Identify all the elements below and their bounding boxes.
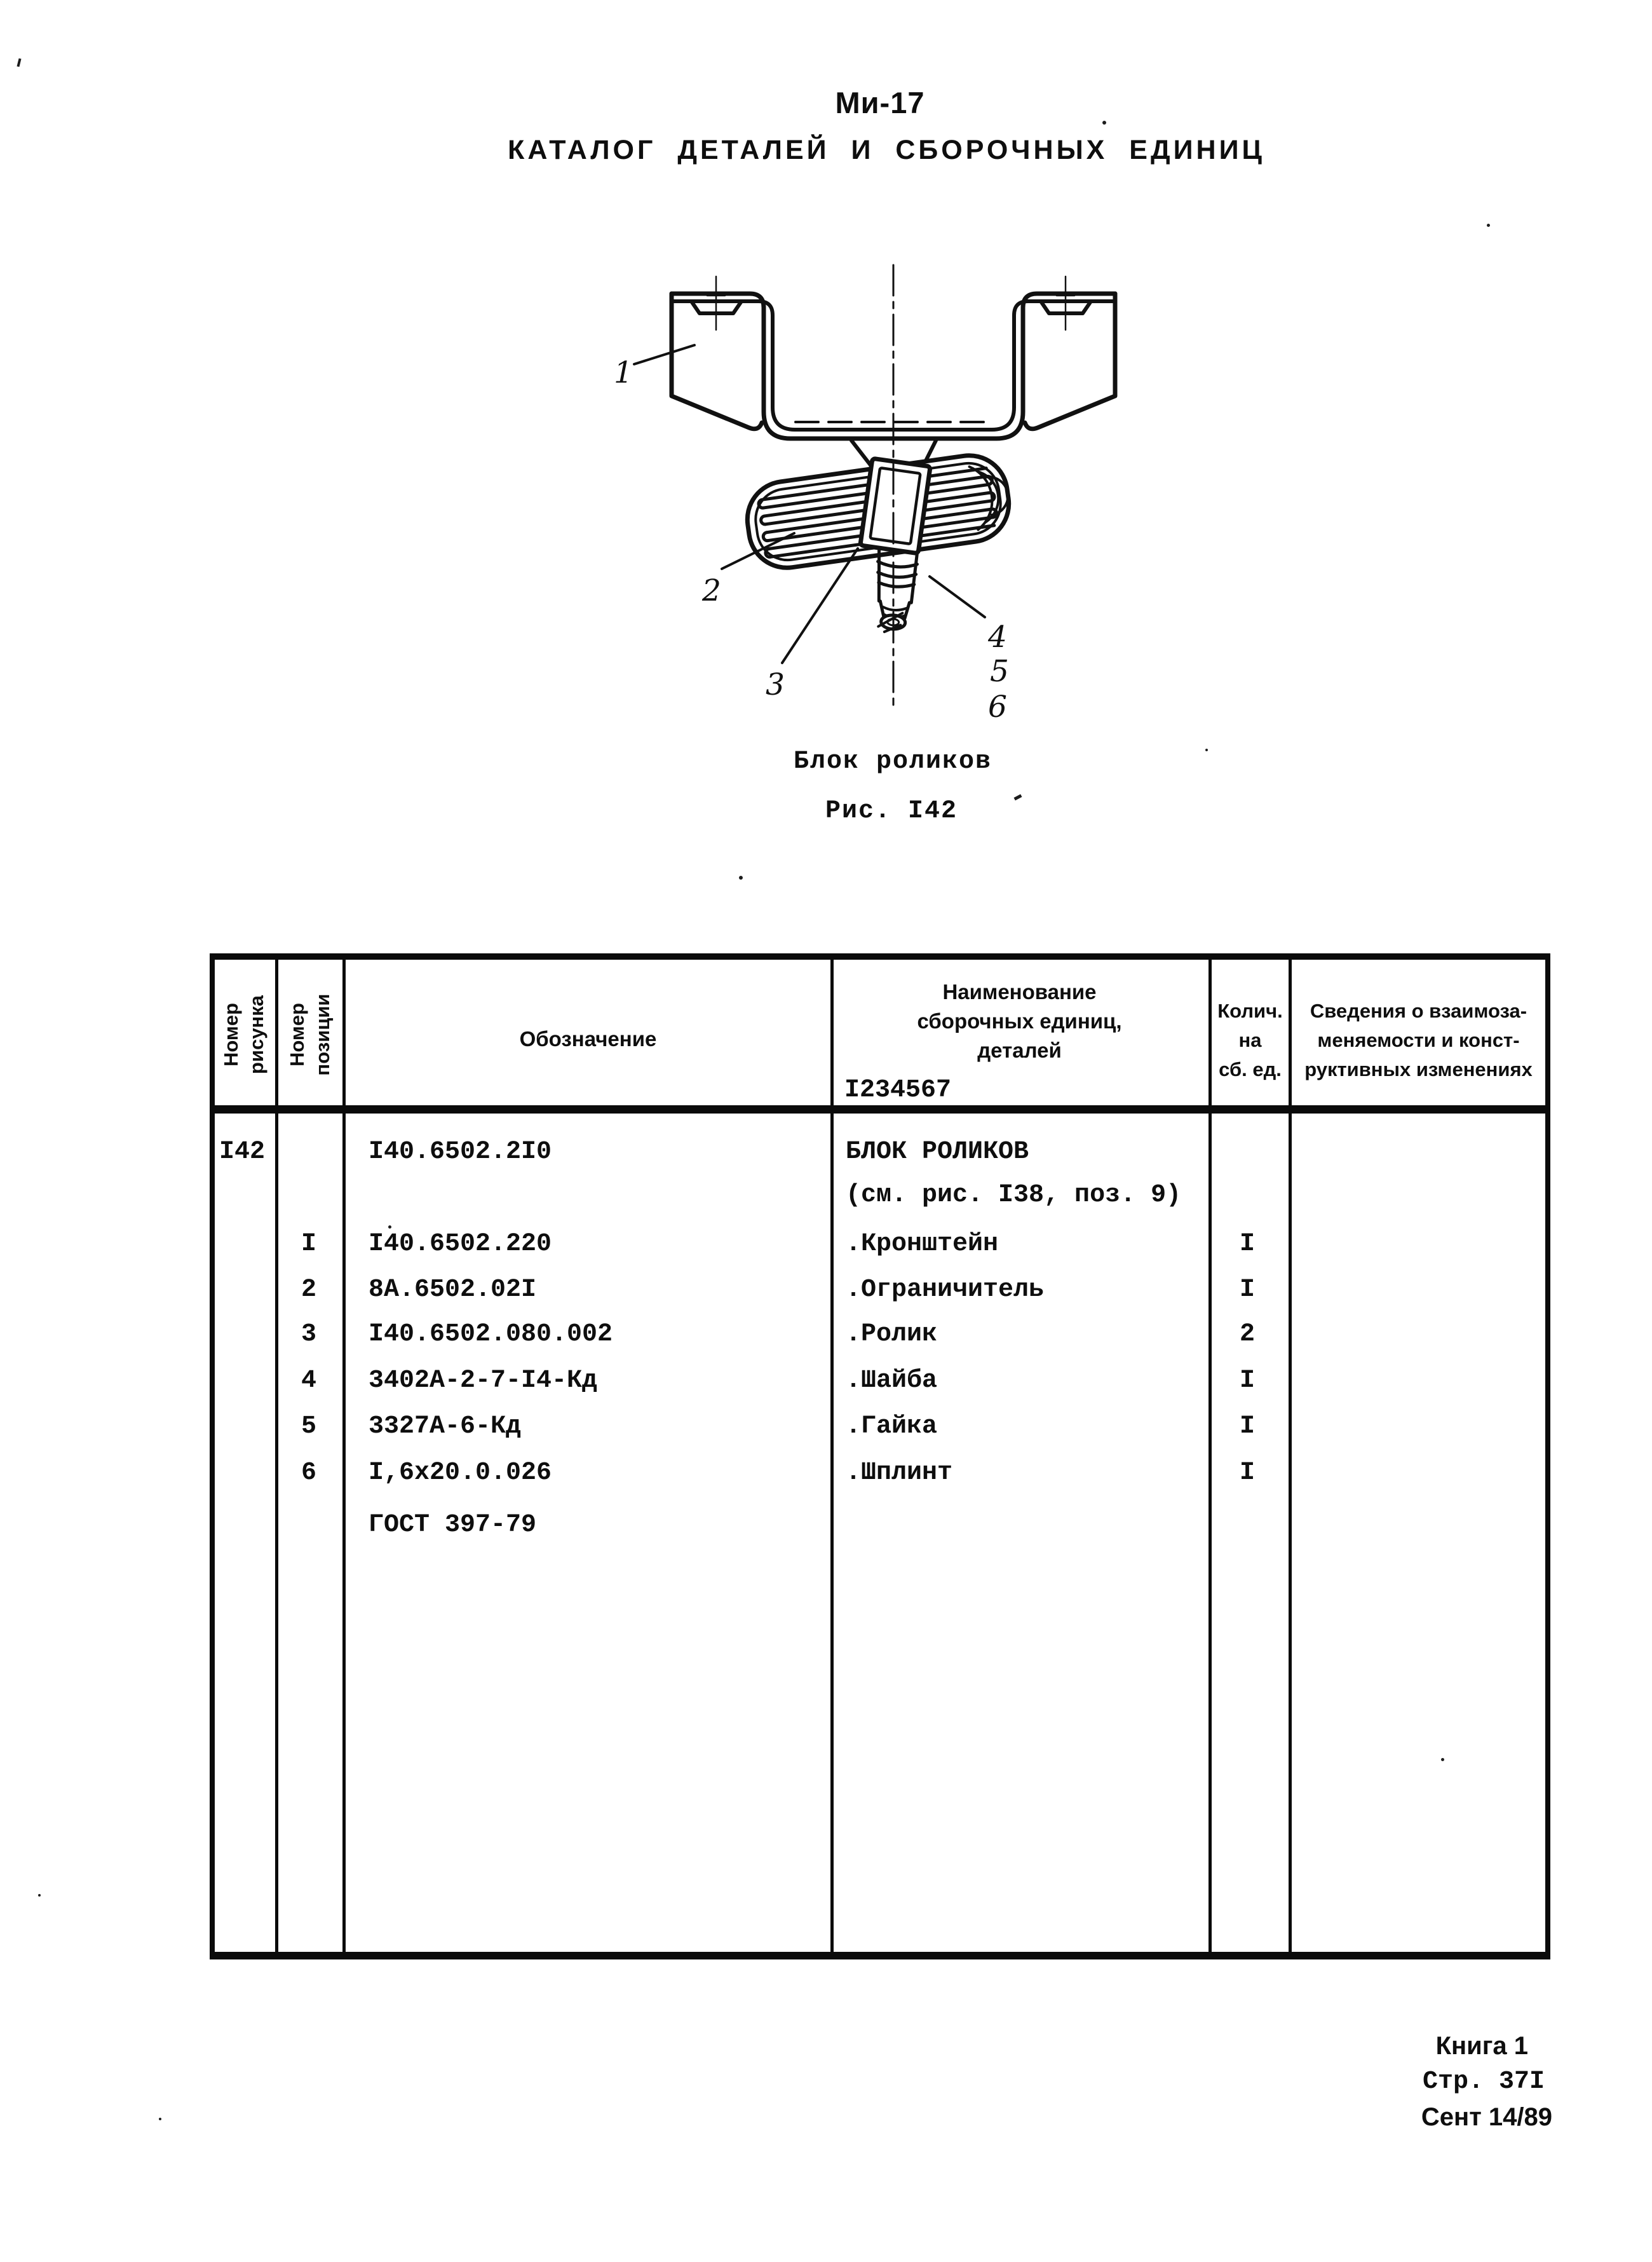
row-6-part-name: .Шплинт [846,1459,953,1487]
row-2-position-number: 2 [301,1276,317,1304]
scan-speck [1014,794,1022,800]
row-6-quantity: I [1240,1459,1256,1487]
row-5-part-name: .Гайка [846,1412,938,1441]
row-1-quantity: I [1240,1230,1256,1258]
scan-speck [17,58,21,67]
table-header-separator [210,1105,1550,1114]
row-4-quantity: I [1240,1366,1256,1395]
scan-speck [388,1225,391,1229]
page-footer [1107,2031,1552,2133]
row-4-position-number: 4 [301,1366,317,1395]
row-4-designation: 3402А-2-7-I4-Кд [369,1366,598,1395]
column-header-quantity: Колич. на сб. ед. [1217,1000,1283,1080]
callout-1: 1 [614,355,633,390]
column-divider [275,953,278,1959]
callout-4: 4 [988,620,1007,655]
scan-speck [159,2118,161,2120]
figure-drawing [604,264,1137,728]
row-1-part-name: .Кронштейн [846,1230,999,1258]
row-0-designation: I40.6502.2I0 [369,1138,552,1166]
table-border-right [1545,953,1550,1959]
table-border-top [210,953,1550,960]
stud-nut-cotter [874,550,918,633]
column-divider [342,953,346,1959]
column-divider [830,953,834,1959]
table-border-bottom [210,1952,1550,1959]
footer-page: Стр. 37I [1422,2068,1545,2096]
row-3-quantity: 2 [1240,1320,1256,1349]
row-2-quantity: I [1240,1276,1256,1304]
row-2-part-name: .Ограничитель [846,1276,1045,1304]
row-3-position-number: 3 [301,1320,317,1349]
page-title-catalog: КАТАЛОГ ДЕТАЛЕЙ И СБОРОЧНЫХ ЕДИНИЦ [508,135,1265,165]
scan-speck [1441,1758,1444,1761]
scan-speck [38,1894,41,1897]
row-2-designation: 8А.6502.02I [369,1276,537,1304]
callout-3: 3 [766,667,785,702]
row-0-figure-number: I42 [219,1138,266,1166]
row-5-designation: 3327А-6-Кд [369,1412,522,1441]
scan-speck [739,876,743,880]
row-6-position-number: 6 [301,1459,317,1487]
row-1-position-number: I [301,1230,317,1258]
figure-caption: Блок роликов [794,747,992,776]
footer-book: Книга 1 [1435,2032,1528,2060]
column-header-position-number: Номер позиции [286,993,334,1076]
scan-speck [1487,224,1490,227]
footer-date: Сент 14/89 [1421,2103,1552,2131]
row-0-part-name-note: (см. рис. I38, поз. 9) [846,1181,1182,1209]
column-header-interchangeability: Сведения о взаимоза- меняемости и конст- руктивных изменениях [1304,1000,1533,1080]
row-1-designation: I40.6502.220 [369,1230,552,1258]
callout-5: 5 [990,654,1009,689]
column-header-name: Наименование сборочных единиц, деталей [917,980,1122,1062]
roller-strap [860,458,930,553]
parts-table [210,953,1550,1959]
row-5-quantity: I [1240,1412,1256,1441]
column-divider [1289,953,1292,1959]
row-6-designation-gost: ГОСТ 397-79 [369,1511,537,1539]
scan-speck [1102,121,1106,125]
column-note-digits: I234567 [844,1076,952,1105]
scan-speck [1205,749,1208,751]
row-4-part-name: .Шайба [846,1366,938,1395]
page-title-model: Ми-17 [835,86,925,119]
callout-2: 2 [702,573,721,608]
figure-number: Рис. I42 [825,797,958,826]
callout-6: 6 [988,690,1007,725]
column-header-figure-number: Номер рисунка [220,995,267,1074]
row-3-designation: I40.6502.080.002 [369,1320,613,1349]
column-divider [1209,953,1212,1959]
table-border-left [210,953,215,1959]
row-6-designation: I,6х20.0.026 [369,1459,552,1487]
column-header-designation: Обозначение [519,1027,657,1051]
row-0-part-name: БЛОК РОЛИКОВ [846,1138,1029,1166]
row-5-position-number: 5 [301,1412,317,1441]
row-3-part-name: .Ролик [846,1320,938,1349]
